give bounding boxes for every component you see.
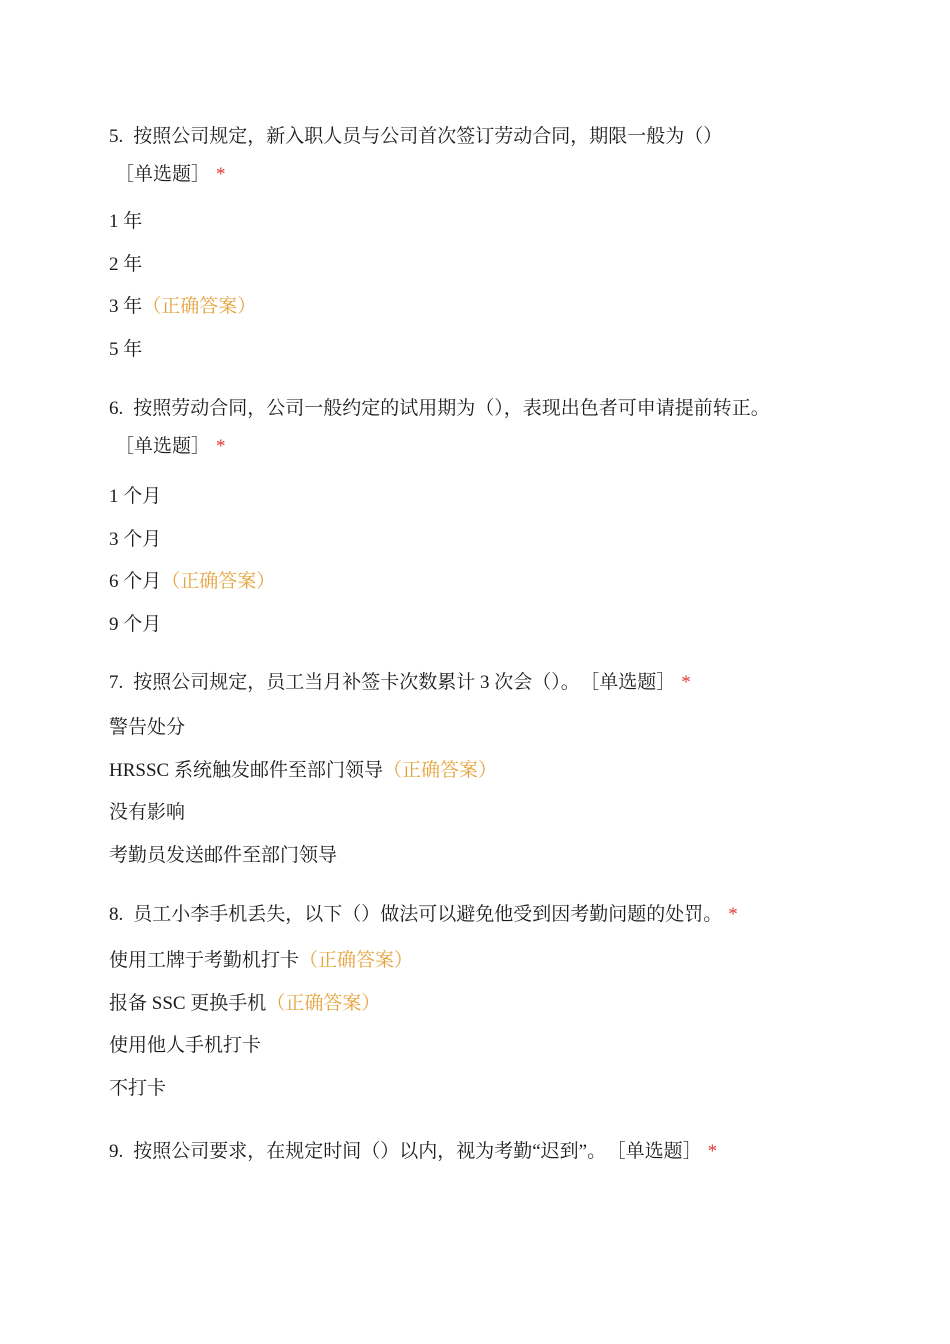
option-text: 5 年 xyxy=(109,338,143,360)
option[interactable] xyxy=(109,949,413,973)
option[interactable] xyxy=(109,844,497,868)
required-mark: * xyxy=(728,904,738,925)
option[interactable] xyxy=(109,210,256,234)
correct-answer-label: （正确答案） xyxy=(161,571,276,592)
option-text: 使用工牌于考勤机打卡 xyxy=(109,950,300,971)
option[interactable] xyxy=(109,295,256,319)
question-6 xyxy=(109,390,770,466)
option[interactable] xyxy=(109,613,275,637)
required-mark: * xyxy=(216,164,226,185)
option-text: HRSSC 系统触发邮件至部门领导 xyxy=(109,759,383,781)
option-text: 报备 SSC 更换手机 xyxy=(109,992,267,1014)
question-type-label: ［单选题］ xyxy=(589,672,676,693)
option[interactable] xyxy=(109,759,497,783)
option[interactable] xyxy=(109,716,497,740)
question-text-block xyxy=(109,664,691,702)
option-text: 考勤员发送邮件至部门领导 xyxy=(109,844,338,866)
options-7 xyxy=(109,716,497,886)
question-number: 7. xyxy=(109,672,124,693)
option-text: 没有影响 xyxy=(109,802,186,823)
option[interactable] xyxy=(109,253,256,277)
question-text-block xyxy=(109,118,722,194)
option-text: 3 年 xyxy=(109,296,143,317)
option[interactable] xyxy=(109,485,275,509)
option[interactable] xyxy=(109,801,497,825)
question-text: 员工小李手机丢失，以下（）做法可以避免他受到因考勤问题的处罚。 xyxy=(133,904,723,925)
option-text: 1 个月 xyxy=(109,486,162,507)
question-7 xyxy=(109,664,691,702)
option-text: 使用他人手机打卡 xyxy=(109,1035,262,1056)
correct-answer-label: （正确答案） xyxy=(299,950,414,971)
question-type-label: ［单选题］ xyxy=(115,164,211,185)
required-mark: * xyxy=(681,672,691,693)
option[interactable] xyxy=(109,570,275,594)
question-number: 8. xyxy=(109,904,124,925)
required-mark: * xyxy=(216,436,226,457)
options-8 xyxy=(109,949,413,1119)
option[interactable] xyxy=(109,1034,413,1058)
question-number: 5. xyxy=(109,126,124,147)
question-9 xyxy=(109,1133,717,1171)
question-text: 按照劳动合同，公司一般约定的试用期为（），表现出色者可申请提前转正。 xyxy=(133,398,770,419)
question-8 xyxy=(109,896,738,934)
correct-answer-label: （正确答案） xyxy=(382,759,497,781)
options-5 xyxy=(109,210,256,380)
question-type-label: ［单选题］ xyxy=(115,436,211,457)
option[interactable] xyxy=(109,992,413,1016)
question-text: 按照公司规定，员工当月补签卡次数累计 3 次会（）。 xyxy=(133,672,580,693)
option-text: 6 个月 xyxy=(109,571,162,592)
question-number: 6. xyxy=(109,398,124,419)
option-text: 不打卡 xyxy=(109,1077,167,1099)
option[interactable] xyxy=(109,1077,413,1101)
question-text-block xyxy=(109,1133,717,1171)
options-6 xyxy=(109,485,275,655)
option[interactable] xyxy=(109,528,275,552)
option-text: 9 个月 xyxy=(109,613,162,635)
question-text-block xyxy=(109,390,770,466)
option-text: 警告处分 xyxy=(109,717,186,738)
correct-answer-label: （正确答案） xyxy=(142,296,257,317)
question-5 xyxy=(109,118,722,194)
question-text: 按照公司要求，在规定时间（）以内，视为考勤“迟到”。 xyxy=(133,1141,607,1162)
question-text: 按照公司规定，新入职人员与公司首次签订劳动合同，期限一般为（） xyxy=(133,126,723,147)
option-text: 2 年 xyxy=(109,253,143,275)
option-text: 1 年 xyxy=(109,211,143,232)
question-number: 9. xyxy=(109,1141,124,1162)
correct-answer-label: （正确答案） xyxy=(266,992,381,1014)
question-type-label: ［单选题］ xyxy=(616,1141,702,1162)
option-text: 3 个月 xyxy=(109,528,162,550)
required-mark: * xyxy=(707,1141,718,1162)
question-text-block xyxy=(109,896,738,934)
option[interactable] xyxy=(109,338,256,362)
